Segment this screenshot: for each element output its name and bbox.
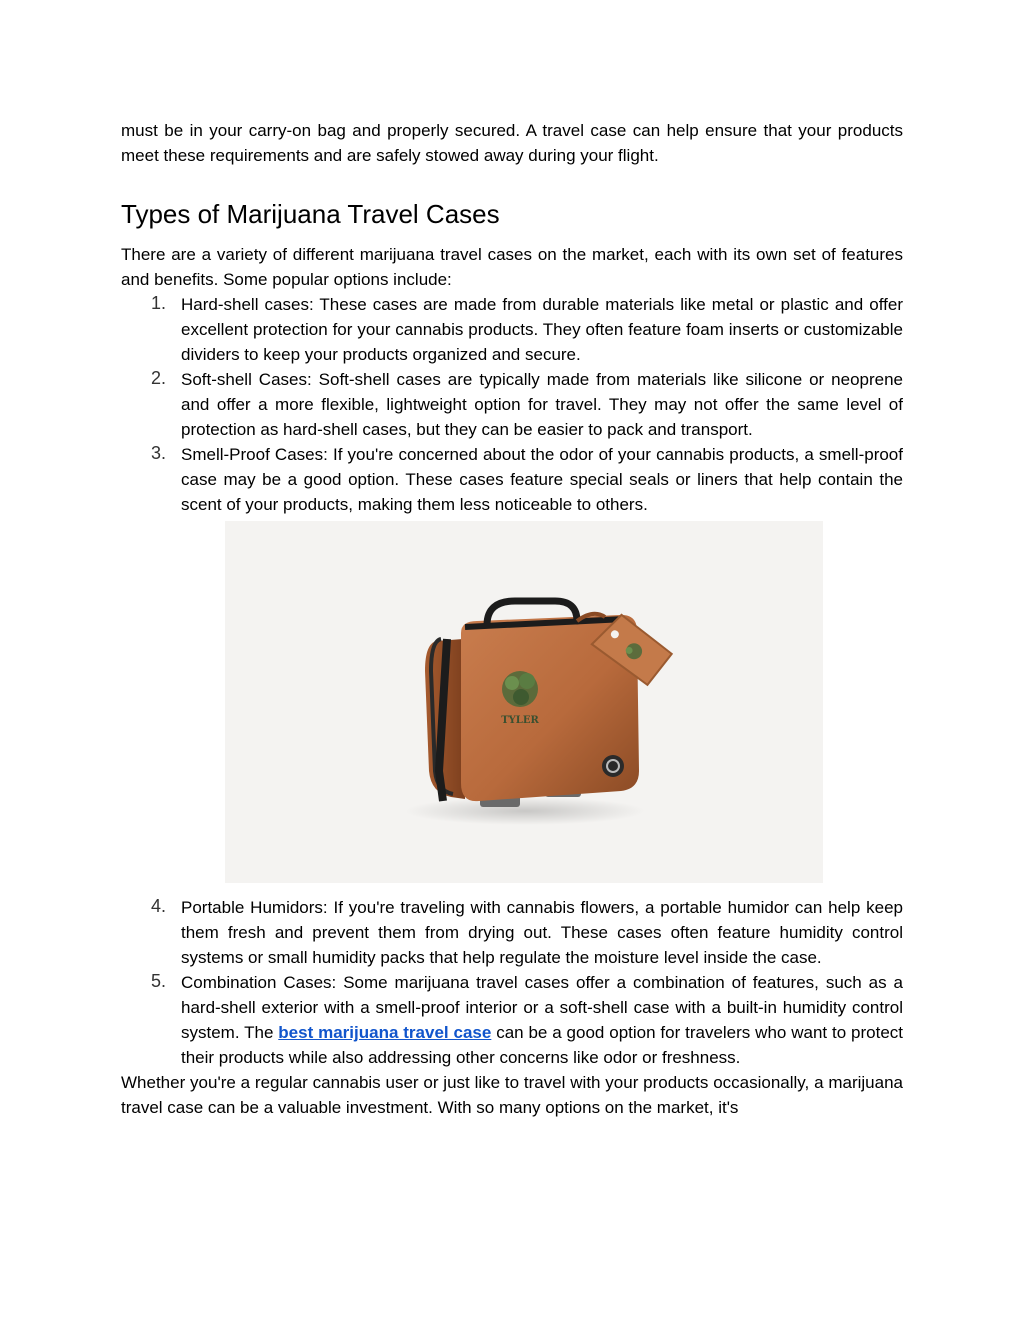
list-item	[121, 970, 903, 1070]
brand-logo-text: TYLER	[501, 715, 539, 726]
list-item-text: Portable Humidors: If you're traveling with cannabis flowers, a portable humidor can help keep them fresh and prevent them from drying out. These cases often feature humidity control systems or small humidity packs that help regulate the moisture level inside the case.	[181, 898, 903, 967]
list-item-text: Smell-Proof Cases: If you're concerned about the odor of your cannabis products, a smell-proof case may be a good option. These cases feature special seals or liners that help contain the scent of your products, making them less noticeable to others.	[181, 445, 903, 514]
travel-case-photo	[225, 521, 823, 883]
list-item	[121, 292, 903, 367]
list-item	[121, 367, 903, 442]
list-item-text: Soft-shell Cases: Soft-shell cases are typically made from materials like silicone or neoprene and offer a more flexible, lightweight option for travel. They may not offer the same level of protection as hard-shell cases, but they can be easier to pack and transport.	[181, 370, 903, 439]
travel-case-illustration	[225, 521, 823, 883]
intro-paragraph: must be in your carry-on bag and properly secured. A travel case can help ensure that your products meet these requirements and are safely stowed away during your flight.	[121, 121, 903, 165]
types-list-part-2	[121, 895, 903, 1070]
section-heading: Types of Marijuana Travel Cases	[121, 199, 500, 229]
list-number: 5.	[151, 971, 167, 991]
list-item	[121, 442, 903, 517]
list-item-text-after: can be a good option for travelers who want to protect their products while also addressing other concerns like odor or freshness.	[181, 1023, 903, 1067]
list-item-text: Hard-shell cases: These cases are made from durable materials like metal or plastic and offer excellent protection for your cannabis products. They often feature foam inserts or customizable dividers to keep your products organized and secure.	[181, 295, 903, 364]
types-list-part-1	[121, 292, 903, 517]
document-page	[121, 118, 903, 1120]
section-intro-paragraph: There are a variety of different marijuana travel cases on the market, each with its own set of features and benefits. Some popular options include:	[121, 245, 903, 289]
list-number: 1.	[151, 293, 167, 313]
list-item	[121, 895, 903, 970]
closing-paragraph: Whether you're a regular cannabis user or just like to travel with your products occasionally, a marijuana travel case can be a valuable investment. With so many options on the market, it's	[121, 1073, 903, 1117]
list-item-text-before: Combination Cases: Some marijuana travel cases offer a combination of features, such as a hard-shell exterior with a smell-proof interior or a soft-shell case with a built-in humidity control system. The	[181, 973, 903, 1042]
brand-logo	[501, 671, 539, 726]
list-number: 2.	[151, 368, 167, 388]
best-travel-case-link[interactable]: best marijuana travel case	[278, 1023, 492, 1042]
case-button	[602, 755, 624, 777]
list-number: 4.	[151, 896, 167, 916]
list-number: 3.	[151, 443, 167, 463]
